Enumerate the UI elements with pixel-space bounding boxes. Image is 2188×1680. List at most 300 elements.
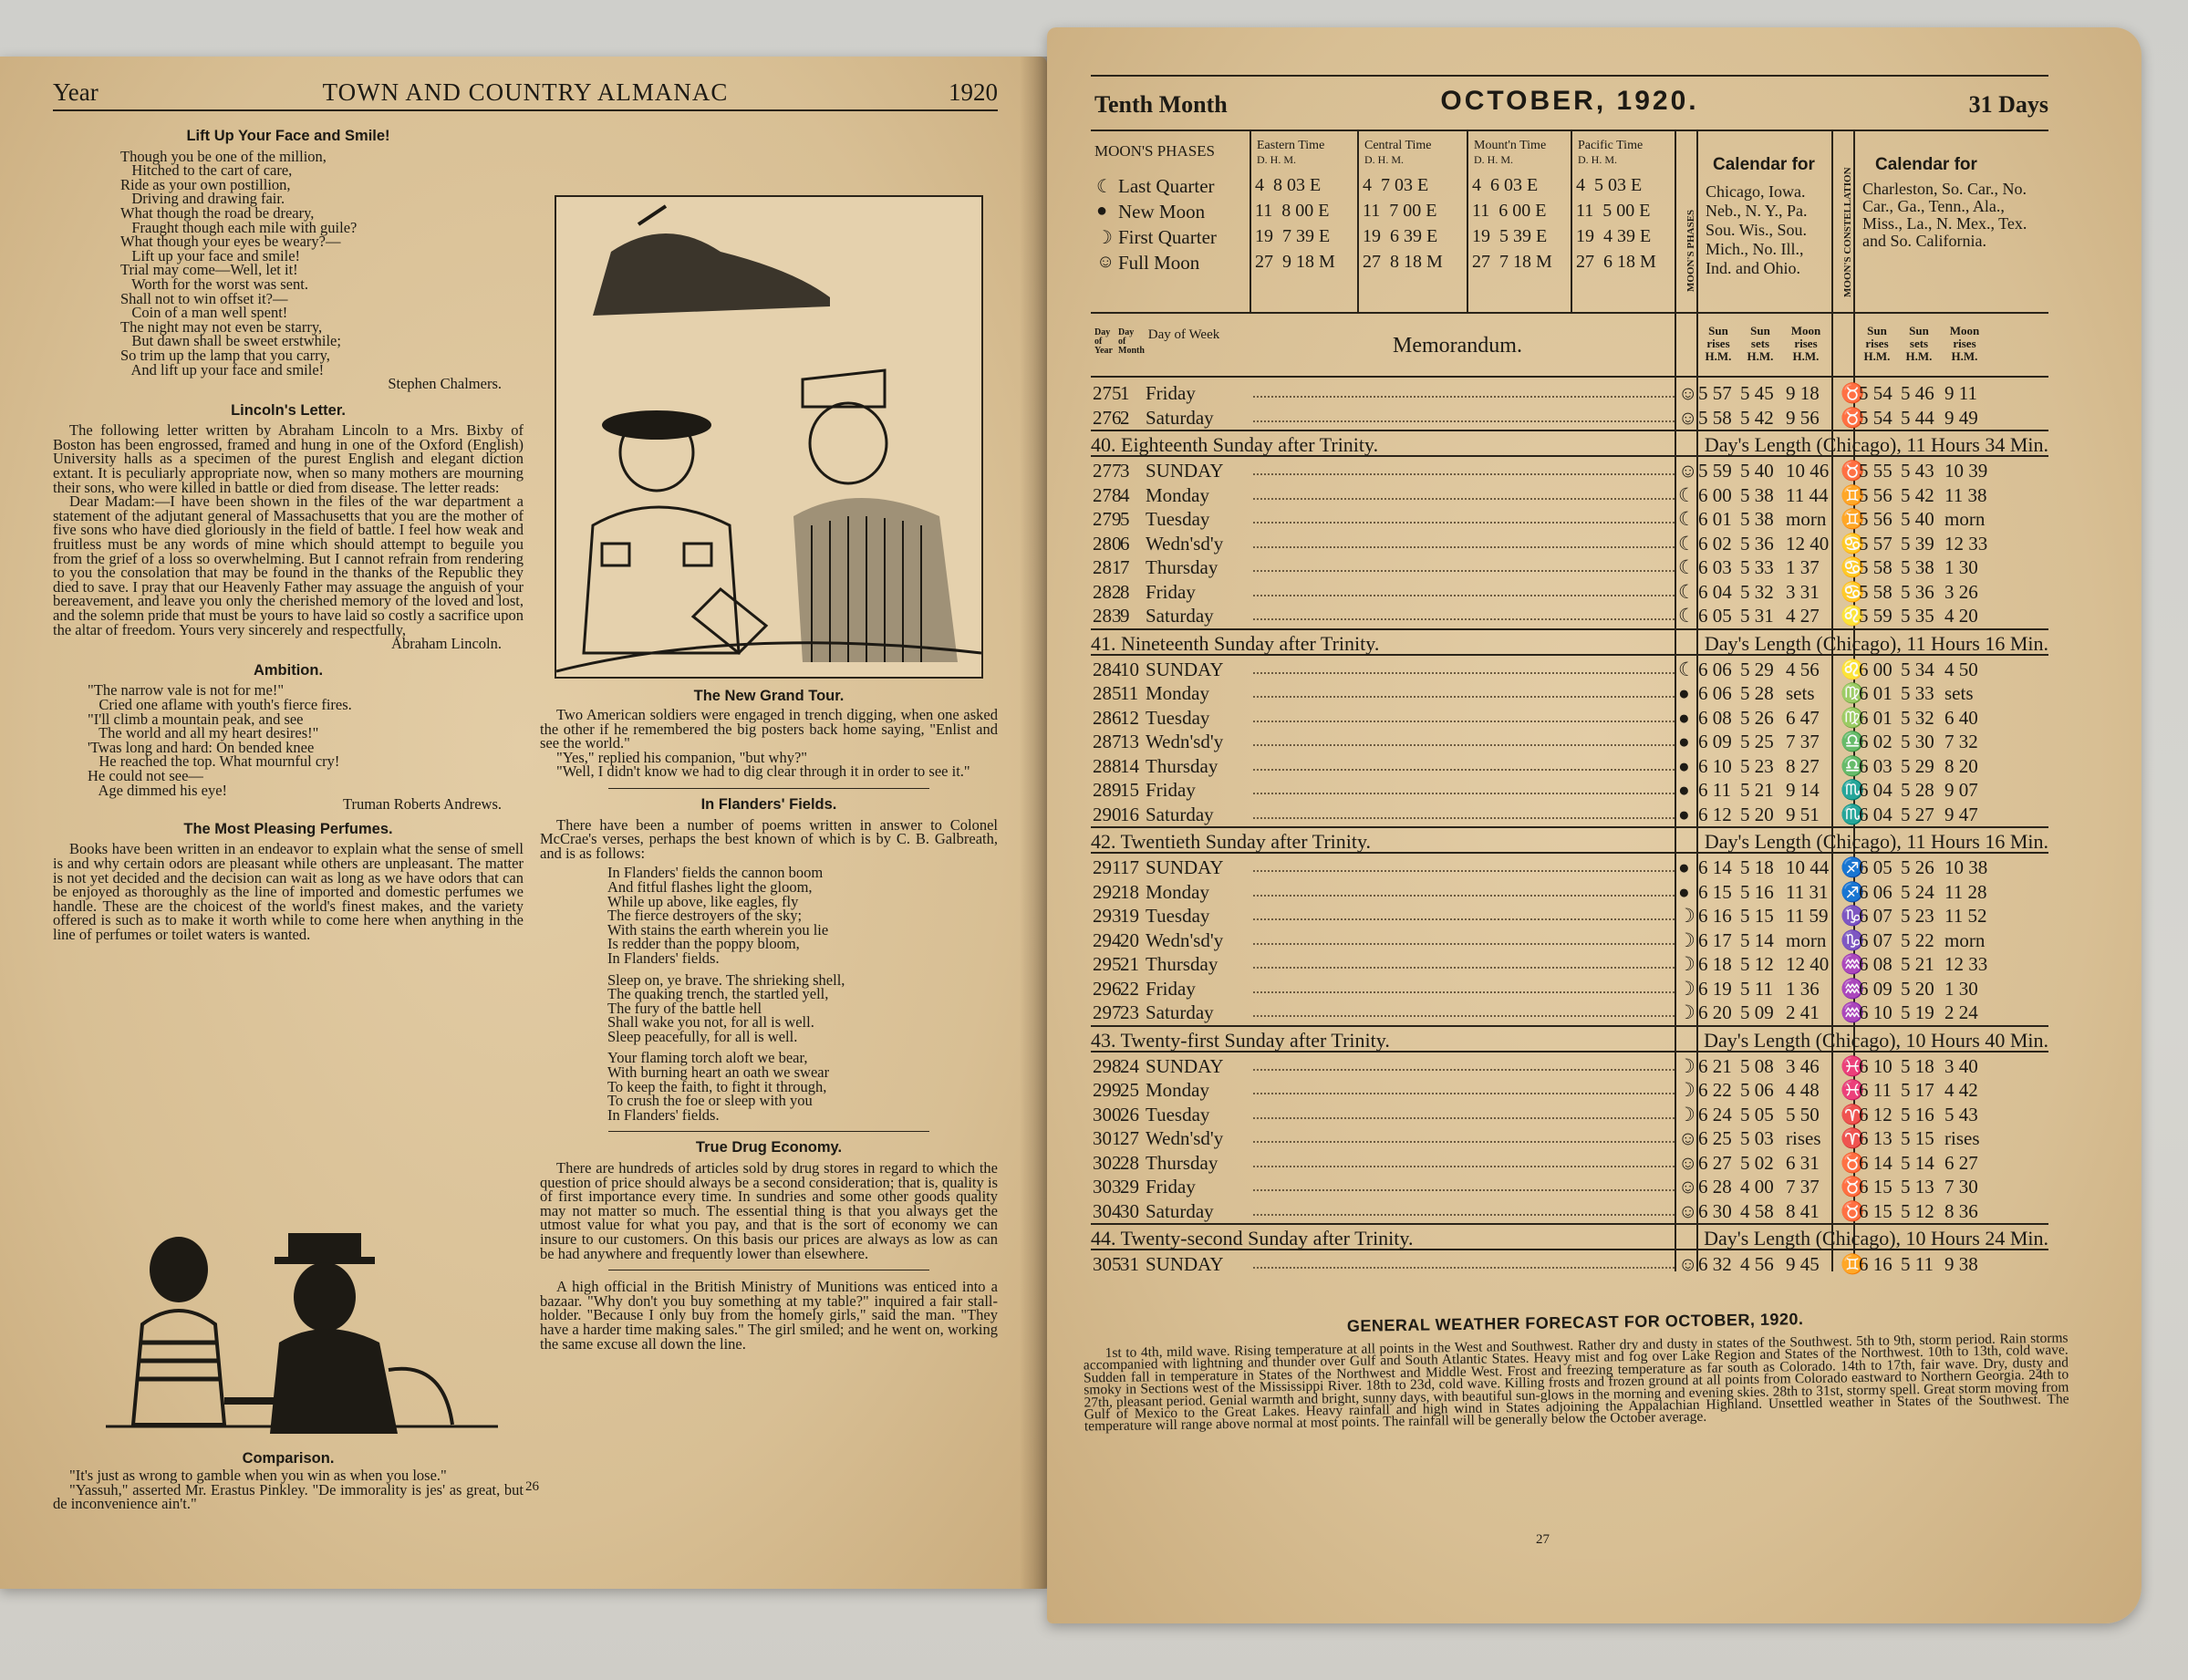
vertical-rule	[1571, 131, 1572, 314]
soldiers-drawing	[556, 197, 981, 677]
poem-line: What though the road be dreary,	[120, 203, 315, 222]
moon-rises-south: 9 11	[1944, 382, 1977, 404]
moon-phase-time: 11 8 00 E	[1255, 201, 1330, 221]
memo-dotted-line	[1253, 1166, 1675, 1167]
memo-dotted-line	[1253, 793, 1675, 794]
poem-line: "The narrow vale is not for me!"	[88, 681, 285, 700]
sun-rises: 6 17	[1698, 928, 1732, 951]
moon-phase-time: 27 8 18 M	[1363, 252, 1443, 272]
day-of-month: 21	[1120, 953, 1139, 975]
day-of-year: 295	[1093, 953, 1122, 975]
poem-line: Your flaming torch aloft we bear,	[607, 1049, 808, 1067]
day-length: Day's Length (Chicago), 10 Hours 24 Min.	[1704, 1227, 2048, 1250]
sun-rises: 6 02	[1698, 532, 1732, 555]
flanders-stanza-1	[540, 866, 998, 965]
sun-sets-south: 5 26	[1901, 856, 1934, 878]
poem-line: What though your eyes be weary?—	[120, 233, 341, 251]
sun-rises-south: 5 58	[1859, 580, 1892, 603]
moon-phase-icon: ☺	[1678, 1199, 1698, 1222]
moon-rises: 4 27	[1786, 605, 1820, 627]
moon-phase-icon: ☺	[1678, 1151, 1698, 1174]
sun-rises: 6 25	[1698, 1127, 1732, 1149]
constellation-sign: ♉	[1841, 382, 1865, 404]
forecast-text: 1st to 4th, mild wave. Rising temperature at all points in the West and Southwest. Rather dry and dusty in states of the Southwest. 5th to 9th, storm period. Rain storms accompanied with lightning and thunder over Gulf and South Atlantic States. Heavy mist and fog over Lake Region and States of the Northwest. 10th to 13th, cold wave. Sudden fall in temperature in States of the Northwest and Middle West. Frost and freezing temperature as far south as Colorado. 14th to 17th, fair wave. Dry, dusty and smoky in Sections west of the Mississippi River. 18th to 23d, cold wave. Killing frosts and frozen ground at all points from Colorado eastward to Northern Georgia. 24th to 27th, pleasant period. Genial warmth and bright, sunny days, with beautiful sun-glows in the morning and evening skies. 28th to 31st, stormy spell. Great storm moving from Gulf of Mexico to the Great Lakes. Heavy rainfall and high wind in States adjoining the Appalachian Highland. Unsettled weather in States of the Southwest. The temperature will range above normal at most points. The rainfall will be generally below the October average.	[1083, 1330, 2069, 1435]
moon-rises-south: 2 24	[1944, 1001, 1978, 1023]
constellation-side-label: MOON'S CONSTELLATION	[1842, 167, 1853, 297]
day-of-month: 16	[1120, 803, 1139, 825]
tour-text-1: Two American soldiers were engaged in trench digging, when one asked the other if he remembered the big posters back home saying, "Enlist and see the world."	[540, 706, 998, 752]
constellation-sign: ♋	[1841, 556, 1865, 578]
day-of-year: 293	[1093, 905, 1122, 927]
sun-rises: 6 01	[1698, 508, 1732, 530]
sun-sets-south: 5 20	[1901, 977, 1934, 1000]
constellation-sign: ♒	[1841, 953, 1865, 975]
col-day-of-month: Day of Month	[1118, 327, 1145, 356]
sun-rises-south: 5 56	[1859, 483, 1892, 506]
moon-rises-south: rises	[1944, 1127, 1980, 1149]
constellation-sign: ♊	[1841, 508, 1865, 530]
left-column-2	[540, 708, 998, 1351]
sun-sets: 5 36	[1740, 532, 1774, 555]
sun-rises-south: 5 58	[1859, 556, 1892, 578]
constellation-sign: ♐	[1841, 856, 1865, 878]
day-of-month: 29	[1120, 1176, 1139, 1198]
calendar-row	[1091, 406, 2048, 430]
moon-rises: 1 37	[1786, 556, 1820, 578]
day-of-year: 294	[1093, 928, 1122, 951]
constellation-sign: ♑	[1841, 928, 1865, 951]
week-heading	[1091, 628, 2048, 656]
sun-rises-south: 6 00	[1859, 658, 1892, 680]
memo-dotted-line	[1253, 1117, 1675, 1119]
day-of-year: 300	[1093, 1103, 1122, 1125]
moon-phase-icon: ☾	[1678, 605, 1695, 627]
memo-dotted-line	[1253, 1069, 1675, 1071]
calendar-row	[1091, 730, 2048, 754]
constellation-sign: ♌	[1841, 605, 1865, 627]
day-of-month: 23	[1120, 1001, 1139, 1023]
sun-sets: 5 14	[1740, 928, 1774, 951]
sun-sets: 4 00	[1740, 1176, 1774, 1198]
moon-rises: morn	[1786, 508, 1827, 530]
tour-text-3: "Well, I didn't know we had to dig clear through it in order to see it."	[556, 762, 970, 781]
calendar-row	[1091, 706, 2048, 731]
sun-sets-south: 5 13	[1901, 1176, 1934, 1198]
moon-phase-icon: ☺	[1096, 252, 1115, 272]
poem-line: In Flanders' fields.	[607, 949, 720, 967]
day-length: Day's Length (Chicago), 11 Hours 16 Min.	[1704, 830, 2048, 853]
day-of-month: 14	[1120, 754, 1139, 777]
vertical-rule	[1357, 131, 1359, 314]
day-of-year: 297	[1093, 1001, 1122, 1023]
moon-rises: 9 14	[1786, 779, 1820, 801]
moon-phase-icon: ●	[1678, 754, 1690, 777]
moon-phase-time: 11 7 00 E	[1363, 201, 1437, 221]
sun-sets-south: 5 36	[1901, 580, 1934, 603]
memo-dotted-line	[1253, 1214, 1675, 1216]
col-memorandum: Memorandum.	[1393, 334, 1522, 358]
sun-rises-south: 6 15	[1859, 1199, 1892, 1222]
moon-rises-south: 12 33	[1944, 532, 1988, 555]
moon-rises: rises	[1786, 1127, 1821, 1149]
sun-rises-south: 6 10	[1859, 1054, 1892, 1077]
constellation-sign: ♒	[1841, 1001, 1865, 1023]
header-days-count: 31 Days	[1968, 91, 2048, 118]
col-head-bottom	[1091, 376, 2048, 378]
day-of-year: 282	[1093, 580, 1122, 603]
sun-sets-south: 5 17	[1901, 1079, 1934, 1101]
header-almanac-title: TOWN AND COUNTRY ALMANAC	[322, 78, 729, 106]
sun-sets: 5 11	[1740, 977, 1773, 1000]
sun-sets-south: 5 19	[1901, 1001, 1934, 1023]
moon-rises-south: 8 20	[1944, 754, 1978, 777]
constellation-sign: ♐	[1841, 880, 1865, 903]
moon-rises: 9 56	[1786, 406, 1820, 429]
day-of-week: Monday	[1146, 682, 1209, 704]
sun-rises: 6 20	[1698, 1001, 1732, 1023]
lincoln-title: Lincoln's Letter.	[231, 401, 346, 419]
constellation-sign: ♎	[1841, 731, 1865, 752]
sun-sets-south: 5 38	[1901, 556, 1934, 578]
memo-dotted-line	[1253, 420, 1675, 422]
moon-phase-icon: ☾	[1678, 658, 1695, 680]
poem-line: "I'll climb a mountain peak, and see	[88, 710, 304, 728]
calendar-row	[1091, 1175, 2048, 1199]
calendar-row	[1091, 604, 2048, 628]
dhm-label: D. H. M.	[1474, 153, 1514, 166]
memo-dotted-line	[1253, 967, 1675, 969]
day-of-year: 296	[1093, 977, 1122, 1000]
poem-line: He could not see—	[88, 766, 203, 784]
header-month-title: OCTOBER, 1920.	[1440, 86, 1699, 116]
day-of-week: Friday	[1146, 580, 1196, 603]
divider-rule	[608, 1131, 928, 1132]
moon-rises-south: sets	[1944, 682, 1974, 704]
moon-rises: 2 41	[1786, 1001, 1820, 1023]
ambition-author: Truman Roberts Andrews.	[342, 795, 502, 814]
sun-rises: 6 14	[1698, 856, 1732, 878]
day-of-year: 287	[1093, 731, 1122, 752]
calendar-row	[1091, 1252, 2048, 1277]
poem-line: Trial may come—Well, let it!	[120, 261, 298, 279]
sun-sets: 5 15	[1740, 905, 1774, 927]
sun-rises-south: 5 55	[1859, 460, 1892, 482]
memo-dotted-line	[1253, 1189, 1675, 1191]
perfumes-title: The Most Pleasing Perfumes.	[183, 820, 393, 837]
poem-line: Fraught though each mile with guile?	[120, 218, 358, 236]
day-of-week: SUNDAY	[1146, 1253, 1224, 1275]
sun-rises-south: 5 57	[1859, 532, 1892, 555]
day-of-month: 2	[1120, 406, 1130, 429]
col-moon-rises-1: Moon rises H.M.	[1790, 324, 1821, 363]
day-of-week: Tuesday	[1146, 508, 1210, 530]
moon-rises: 4 56	[1786, 658, 1820, 680]
moon-phase-icon: ●	[1678, 856, 1690, 878]
poem-line: The world and all my heart desires!"	[88, 724, 319, 742]
poem-line: Sleep peacefully, for all is well.	[607, 1027, 798, 1045]
constellation-sign: ♒	[1841, 977, 1865, 1000]
poem-line: The quaking trench, the startled yell,	[607, 985, 829, 1003]
day-of-year: 288	[1093, 754, 1122, 777]
moon-rises: 10 46	[1786, 460, 1830, 482]
day-of-year: 289	[1093, 779, 1122, 801]
sun-rises-south: 5 54	[1859, 382, 1892, 404]
sun-sets-south: 5 21	[1901, 953, 1934, 975]
moon-phase-icon: ☽	[1678, 905, 1695, 927]
memo-dotted-line	[1253, 1093, 1675, 1094]
col-day-of-year: Day of Year	[1094, 327, 1113, 356]
moon-phase-icon: ☾	[1678, 532, 1695, 555]
calendar-row	[1091, 580, 2048, 605]
lincoln-letter: Dear Madam:—I have been shown in the files of the war department a statement of the adjutant general of Massachusetts that you are the mother of five sons who have died gloriously in the field of battle. I feel how weak and fruitless must be any words of mine which should attempt to beguile you from the grief of a loss so overwhelming. But I cannot refrain from rendering to you the consolation that may be found in the thanks of the Republic they died to save. I pray that our Heavenly Father may assuage the anguish of your bereavement, and leave you only the cherished memory of the loved and lost, and the solemn pride that must be yours to have laid so costly a sacrifice upon the altar of freedom. Yours very sincerely and respectfully,	[53, 493, 524, 638]
day-of-week: Thursday	[1146, 953, 1218, 975]
comparison-text	[53, 1468, 524, 1511]
day-of-month: 5	[1120, 508, 1130, 530]
drug-economy-title: True Drug Economy.	[695, 1139, 843, 1156]
week-title: 41. Nineteenth Sunday after Trinity.	[1091, 631, 1380, 655]
day-of-week: Wedn'sd'y	[1146, 731, 1224, 752]
day-of-month: 7	[1120, 556, 1130, 578]
constellation-sign: ♋	[1841, 580, 1865, 603]
constellation-sign: ♎	[1841, 754, 1865, 777]
sun-rises-south: 6 14	[1859, 1151, 1892, 1174]
day-of-week: Wedn'sd'y	[1146, 532, 1224, 555]
moon-phase-icon: ☽	[1678, 928, 1695, 951]
week-title: 43. Twenty-first Sunday after Trinity.	[1091, 1028, 1390, 1052]
moon-rises-south: 5 43	[1944, 1103, 1978, 1125]
day-of-month: 27	[1120, 1127, 1139, 1149]
moon-phase-name: Full Moon	[1118, 252, 1200, 274]
sun-rises: 6 10	[1698, 754, 1732, 777]
perfumes-text: Books have been written in an endeavor to explain what the sense of smell is and why certain odors are pleasant while others are unpleasant. The matter is not yet decided and the decision can wait as long as we have odors that can be enjoyed as thoroughly as the line of imported and domestic perfumes we handle. These are the choicest of the world's finest makes, and the variety offered is such as to make it worth while to come here when anything in the line of perfumes or toilet waters is wanted.	[53, 840, 524, 943]
flanders-title: In Flanders' Fields.	[700, 795, 837, 813]
sun-rises-south: 6 07	[1859, 905, 1892, 927]
constellation-sign: ♉	[1841, 1176, 1865, 1198]
day-of-month: 30	[1120, 1199, 1139, 1222]
poem-line: Hitched to the cart of care,	[120, 161, 293, 180]
sun-sets-south: 5 35	[1901, 605, 1934, 627]
day-of-week: Monday	[1146, 1079, 1209, 1101]
sun-rises-south: 6 01	[1859, 706, 1892, 729]
calendar-row	[1091, 1078, 2048, 1103]
constellation-sign: ♉	[1841, 406, 1865, 429]
week-title: 44. Twenty-second Sunday after Trinity.	[1091, 1227, 1414, 1250]
calendar-2-title: Calendar for	[1875, 155, 1977, 174]
poem-line: Lift up your face and smile!	[120, 246, 301, 264]
constellation-sign: ♍	[1841, 682, 1865, 704]
moon-phase-name: New Moon	[1118, 201, 1206, 223]
flanders-stanza-2	[540, 970, 998, 1045]
moon-rises: 6 47	[1786, 706, 1820, 729]
memo-dotted-line	[1253, 696, 1675, 698]
sun-rises: 6 09	[1698, 731, 1732, 752]
sun-rises-south: 6 06	[1859, 880, 1892, 903]
week-heading	[1091, 826, 2048, 854]
sun-sets: 5 29	[1740, 658, 1774, 680]
calendar-row	[1091, 1054, 2048, 1079]
sun-sets: 4 58	[1740, 1199, 1774, 1222]
sun-sets-south: 5 18	[1901, 1054, 1934, 1077]
sun-sets-south: 5 40	[1901, 508, 1934, 530]
calendar-row	[1091, 754, 2048, 779]
moon-phase-time: 19 4 39 E	[1576, 226, 1652, 246]
day-of-year: 285	[1093, 682, 1122, 704]
day-of-year: 305	[1093, 1253, 1122, 1275]
day-of-year: 302	[1093, 1151, 1122, 1174]
moon-phase-icon: ☽	[1678, 1103, 1695, 1125]
poem-lift-up	[53, 147, 524, 379]
moons-phases-side-label: MOON'S PHASES	[1685, 209, 1696, 292]
day-of-year: 298	[1093, 1054, 1122, 1077]
day-of-month: 24	[1120, 1054, 1139, 1077]
col-sun-rises-1: Sun rises H.M.	[1705, 324, 1732, 363]
constellation-sign: ♍	[1841, 706, 1865, 729]
memo-dotted-line	[1253, 498, 1675, 500]
sun-rises: 6 24	[1698, 1103, 1732, 1125]
moon-phase-icon: ●	[1678, 731, 1690, 752]
sun-rises-south: 6 10	[1859, 1001, 1892, 1023]
sun-sets: 5 31	[1740, 605, 1774, 627]
day-of-year: 279	[1093, 508, 1122, 530]
memo-dotted-line	[1253, 595, 1675, 596]
day-of-year: 290	[1093, 803, 1122, 825]
day-of-month: 1	[1120, 382, 1130, 404]
sun-rises: 5 59	[1698, 460, 1732, 482]
dhm-label: D. H. M.	[1578, 153, 1618, 166]
comparison-line-2: "Yassuh," asserted Mr. Erastus Pinkley. "De immorality is jes' as great, but de inconvenience ain't."	[53, 1480, 524, 1513]
moon-rises-south: 1 30	[1944, 977, 1978, 1000]
sun-rises: 6 11	[1698, 779, 1731, 801]
sun-sets: 5 06	[1740, 1079, 1774, 1101]
moon-rises-south: 9 07	[1944, 779, 1978, 801]
comparison-caption: Comparison.	[242, 1450, 335, 1467]
day-of-month: 31	[1120, 1253, 1139, 1275]
sun-sets-south: 5 24	[1901, 880, 1934, 903]
moon-phase-time: 27 7 18 M	[1472, 252, 1552, 272]
sun-rises-south: 5 59	[1859, 605, 1892, 627]
poem-line: In Flanders' fields.	[607, 1105, 720, 1124]
col-sun-sets-1: Sun sets H.M.	[1747, 324, 1774, 363]
time-zone-label: Eastern Time	[1257, 139, 1325, 152]
moon-rises-south: 6 27	[1944, 1151, 1978, 1174]
memo-dotted-line	[1253, 895, 1675, 897]
sun-rises-south: 6 07	[1859, 928, 1892, 951]
sun-rises: 6 12	[1698, 803, 1732, 825]
day-of-month: 8	[1120, 580, 1130, 603]
moon-table-bottom	[1091, 312, 2048, 314]
col-sun-sets-2: Sun sets H.M.	[1905, 324, 1933, 363]
calendar-row	[1091, 532, 2048, 556]
day-of-week: Wedn'sd'y	[1146, 928, 1224, 951]
sun-rises: 5 57	[1698, 382, 1732, 404]
sun-rises-south: 6 12	[1859, 1103, 1892, 1125]
day-of-year: 299	[1093, 1079, 1122, 1101]
comparison-line-1: "It's just as wrong to gamble when you win as when you lose."	[69, 1467, 447, 1484]
flanders-intro: There have been a number of poems written in answer to Colonel McCrae's verses, perhaps the best known of which is by C. B. Galbreath, and is as follows:	[540, 815, 998, 862]
header-year-number: 1920	[949, 78, 998, 106]
constellation-sign: ♉	[1841, 1199, 1865, 1222]
moon-rises-south: 3 40	[1944, 1054, 1978, 1077]
day-of-month: 17	[1120, 856, 1139, 878]
memo-dotted-line	[1253, 522, 1675, 524]
day-of-month: 25	[1120, 1079, 1139, 1101]
moon-rises: 7 37	[1786, 1176, 1820, 1198]
moon-rises: 7 37	[1786, 731, 1820, 752]
memo-dotted-line	[1253, 744, 1675, 746]
sun-sets: 5 02	[1740, 1151, 1774, 1174]
moon-rises-south: 11 28	[1944, 880, 1987, 903]
calendar-row	[1091, 977, 2048, 1001]
poem-line: Shall wake you not, for all is well.	[607, 1013, 814, 1032]
sun-sets-south: 5 30	[1901, 731, 1934, 752]
day-of-week: SUNDAY	[1146, 856, 1224, 878]
day-of-week: Thursday	[1146, 556, 1218, 578]
moon-rises-south: 9 47	[1944, 803, 1978, 825]
day-of-week: Friday	[1146, 1176, 1196, 1198]
moon-phase-icon: ☽	[1678, 953, 1695, 975]
calendar-row	[1091, 928, 2048, 953]
moon-rises-south: 1 30	[1944, 556, 1978, 578]
memo-dotted-line	[1253, 546, 1675, 548]
right-running-header	[1091, 78, 2048, 130]
sun-rises: 6 32	[1698, 1253, 1732, 1275]
constellation-sign: ♑	[1841, 905, 1865, 927]
constellation-sign: ♓	[1841, 1054, 1865, 1077]
moon-phase-time: 19 6 39 E	[1363, 226, 1438, 246]
constellation-sign: ♈	[1841, 1103, 1865, 1125]
moon-rises: 6 31	[1786, 1151, 1820, 1174]
top-rule	[1091, 75, 2048, 77]
poem-line: Driving and drawing fair.	[120, 190, 285, 208]
sun-rises: 6 18	[1698, 953, 1732, 975]
day-of-year: 286	[1093, 706, 1122, 729]
memo-dotted-line	[1253, 1141, 1675, 1143]
day-of-month: 15	[1120, 779, 1139, 801]
moon-phase-icon: ●	[1678, 779, 1690, 801]
sun-sets: 5 38	[1740, 508, 1774, 530]
memo-dotted-line	[1253, 721, 1675, 722]
sun-rises: 6 03	[1698, 556, 1732, 578]
week-heading	[1091, 430, 2048, 457]
moon-phase-time: 27 6 18 M	[1576, 252, 1656, 272]
day-of-year: 280	[1093, 532, 1122, 555]
sun-sets-south: 5 42	[1901, 483, 1934, 506]
day-of-year: 303	[1093, 1176, 1122, 1198]
sun-sets: 5 20	[1740, 803, 1774, 825]
day-of-week: Saturday	[1146, 605, 1214, 627]
time-zone-label: Mount'n Time	[1474, 139, 1547, 152]
memo-dotted-line	[1253, 991, 1675, 993]
poem-line: And fitful flashes light the gloom,	[607, 877, 813, 896]
calendar-row	[1091, 507, 2048, 532]
sun-rises: 6 30	[1698, 1199, 1732, 1222]
moon-phase-icon: ☺	[1678, 406, 1698, 429]
day-of-week: Thursday	[1146, 754, 1218, 777]
poem-line: The fury of the battle hell	[607, 999, 762, 1017]
constellation-sign: ♌	[1841, 658, 1865, 680]
calendar-row	[1091, 778, 2048, 803]
moon-phase-icon: ●	[1096, 201, 1108, 221]
tour-text-2: "Yes," replied his companion, "but why?"	[556, 748, 808, 766]
header-rule	[1091, 130, 2048, 131]
constellation-sign: ♏	[1841, 779, 1865, 801]
day-of-year: 278	[1093, 483, 1122, 506]
poem-line: The night may not even be starry,	[120, 317, 323, 336]
sun-rises: 6 19	[1698, 977, 1732, 1000]
moon-phase-icon: ☺	[1678, 382, 1698, 404]
poem-line: With stains the earth wherein you lie	[607, 920, 829, 939]
grand-tour-caption: The New Grand Tour.	[693, 688, 845, 704]
